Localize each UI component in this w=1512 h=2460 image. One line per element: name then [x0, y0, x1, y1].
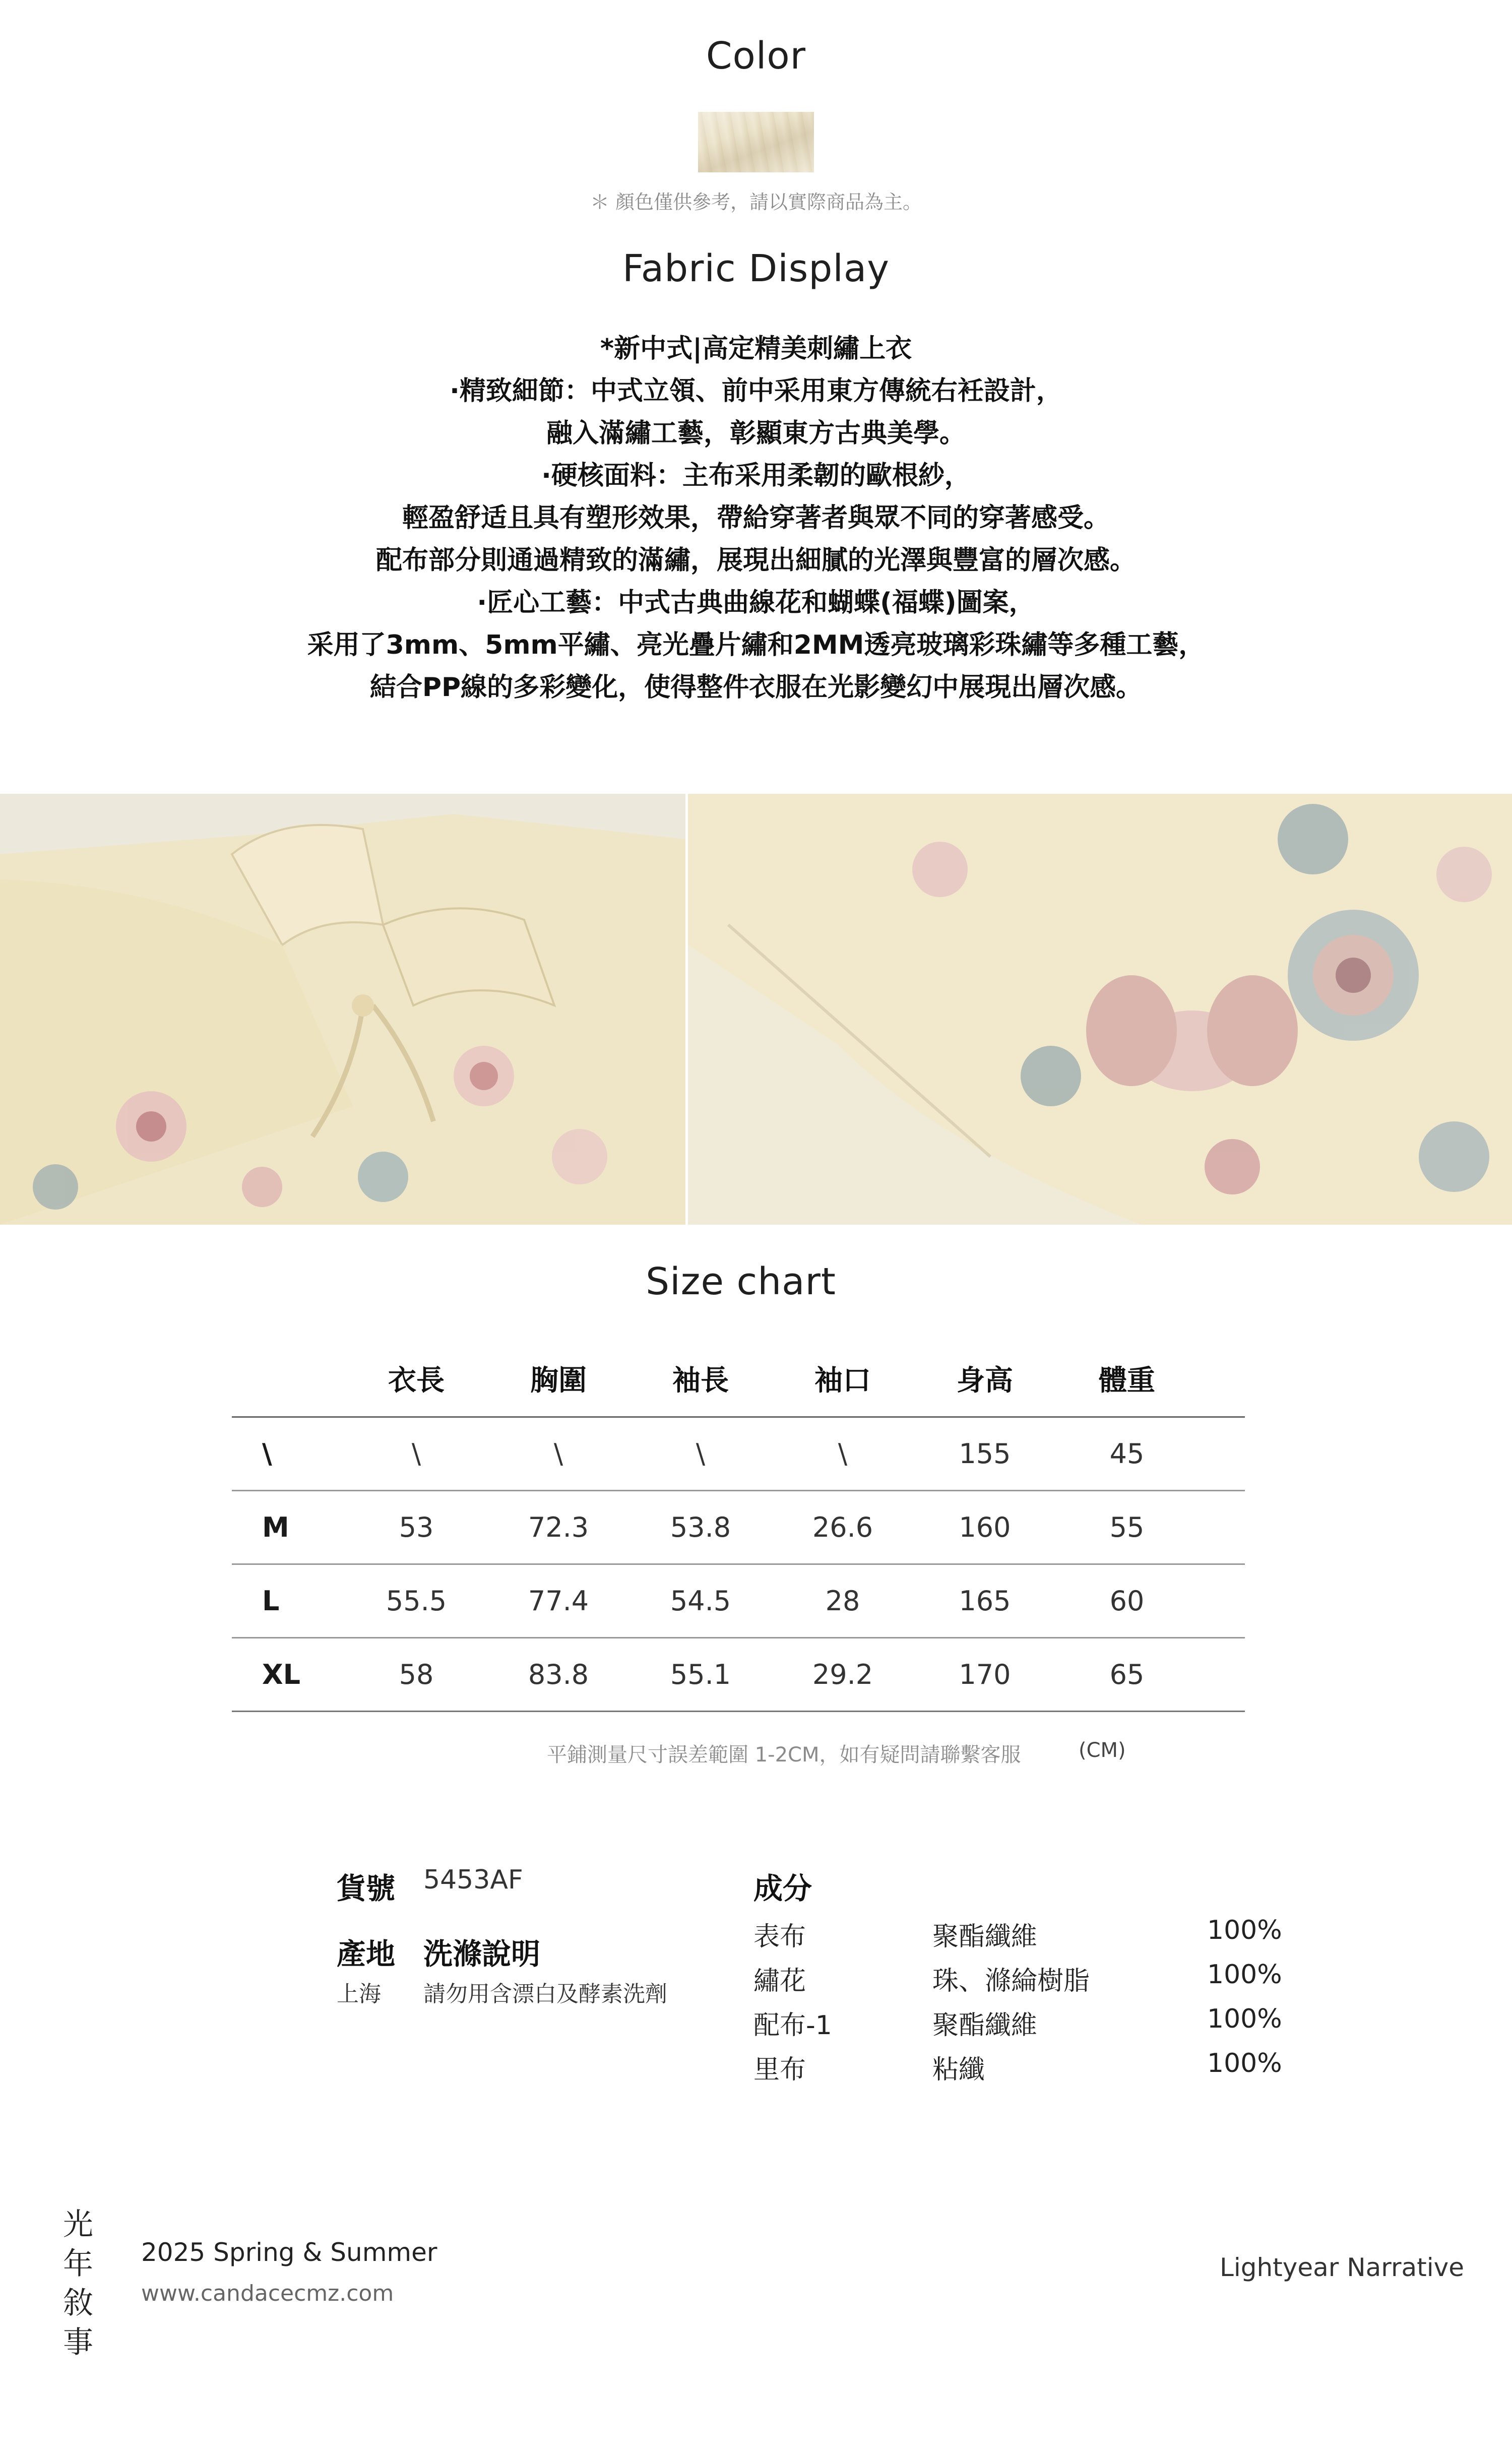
table-cell: \ — [411, 1438, 421, 1470]
color-swatch[interactable] — [698, 112, 814, 172]
table-cell: 83.8 — [528, 1659, 589, 1690]
composition-part: 里布 — [753, 2055, 806, 2085]
size-label: M — [262, 1511, 289, 1543]
care-label: 洗滌說明 — [423, 1937, 541, 1971]
list-item — [753, 2004, 1308, 2048]
table-cell: 165 — [959, 1585, 1011, 1617]
description-line: ·硬核面料：主布采用柔韌的歐根紗， — [541, 461, 971, 491]
header-cell: 體重 — [1099, 1364, 1155, 1397]
header-cell: 袖長 — [672, 1364, 729, 1397]
website-link[interactable]: www.candacecmz.com — [141, 2281, 394, 2306]
brand-char: 年 — [63, 2246, 93, 2282]
sku-label: 貨號 — [337, 1871, 396, 1906]
list-item — [753, 2048, 1308, 2093]
header-cell: 袖口 — [814, 1364, 871, 1397]
table-cell: \ — [838, 1438, 848, 1470]
table-cell: \ — [696, 1438, 706, 1470]
table-cell: 160 — [959, 1511, 1011, 1543]
list-item — [753, 1960, 1308, 2004]
fabric-photo-collar — [0, 794, 685, 1225]
table-cell: 45 — [1109, 1438, 1145, 1470]
description-line: 融入滿繡工藝，彰顯東方古典美學。 — [546, 418, 966, 449]
brand-name-en: Lightyear Narrative — [1220, 2253, 1464, 2282]
table-cell: 26.6 — [812, 1511, 873, 1543]
composition-material: 珠、滌綸樹脂 — [932, 1966, 1090, 1996]
table-cell: 54.5 — [670, 1585, 731, 1617]
composition-label: 成分 — [753, 1871, 812, 1906]
table-cell: 72.3 — [528, 1511, 589, 1543]
description-line: 采用了3mm、5mm平繡、亮光疊片繡和2MM透亮玻璃彩珠繡等多種工藝， — [307, 630, 1205, 660]
composition-list — [753, 1915, 1308, 2093]
origin-label: 產地 — [337, 1937, 396, 1971]
size-label: XL — [262, 1659, 301, 1690]
size-chart-heading: Size chart — [646, 1260, 836, 1303]
brand-char: 光 — [63, 2207, 93, 2242]
care-value: 請勿用含漂白及酵素洗劑 — [423, 1981, 667, 2007]
table-cell: 55.5 — [386, 1585, 447, 1617]
table-cell: 55.1 — [670, 1659, 731, 1690]
description-line: *新中式|高定精美刺繡上衣 — [600, 334, 912, 364]
description-line: 結合PP線的多彩變化，使得整件衣服在光影變幻中展現出層次感。 — [369, 672, 1143, 703]
composition-pct: 100% — [1207, 1915, 1282, 1945]
composition-part: 配布-1 — [753, 2010, 832, 2041]
table-cell: 155 — [959, 1438, 1011, 1470]
description-line: 配布部分則通過精致的滿繡，展現出細膩的光澤與豐富的層次感。 — [375, 545, 1136, 576]
size-table — [232, 1341, 1245, 1712]
brand-char: 事 — [63, 2325, 93, 2360]
fabric-heading: Fabric Display — [622, 247, 890, 290]
composition-material: 聚酯纖維 — [932, 2010, 1038, 2041]
composition-material: 粘纖 — [932, 2055, 985, 2085]
table-cell: 29.2 — [812, 1659, 873, 1690]
composition-part: 表布 — [753, 1922, 806, 1952]
brand-char: 敘 — [63, 2286, 93, 2321]
sku-value: 5453AF — [423, 1865, 523, 1895]
table-cell: 58 — [399, 1659, 434, 1690]
table-cell: 170 — [959, 1659, 1011, 1690]
description-line: ·匠心工藝：中式古典曲線花和蝴蝶(福蝶)圖案， — [477, 588, 1035, 618]
fabric-photo-embroidery — [688, 794, 1512, 1225]
header-cell: 衣長 — [388, 1364, 445, 1397]
size-note: 平鋪測量尺寸誤差範圍 1-2CM，如有疑問請聯繫客服 — [547, 1743, 1021, 1767]
table-cell: 60 — [1109, 1585, 1145, 1617]
table-cell: 77.4 — [528, 1585, 589, 1617]
description-line: 輕盈舒适且具有塑形效果，帶給穿著者與眾不同的穿著感受。 — [402, 503, 1110, 533]
size-unit: (CM) — [1079, 1739, 1126, 1762]
brand-logo-vertical — [60, 2205, 96, 2362]
composition-pct: 100% — [1207, 2004, 1282, 2034]
composition-material: 聚酯纖維 — [932, 1922, 1038, 1952]
table-cell: 53 — [399, 1511, 434, 1543]
fabric-description — [0, 328, 1512, 709]
table-cell: 55 — [1109, 1511, 1145, 1543]
composition-pct: 100% — [1207, 2048, 1282, 2078]
table-cell: 28 — [825, 1585, 860, 1617]
season-label: 2025 Spring & Summer — [141, 2238, 437, 2267]
table-cell: 65 — [1109, 1659, 1145, 1690]
size-label: L — [262, 1585, 280, 1617]
table-row — [232, 1418, 1245, 1491]
table-cell: 53.8 — [670, 1511, 731, 1543]
size-table-header — [232, 1341, 1245, 1418]
origin-value: 上海 — [337, 1981, 381, 2007]
table-row — [232, 1565, 1245, 1638]
composition-pct: 100% — [1207, 1960, 1282, 1990]
header-cell: 身高 — [957, 1364, 1013, 1397]
table-cell: \ — [553, 1438, 563, 1470]
color-heading: Color — [706, 34, 806, 78]
header-cell: 胸圍 — [530, 1364, 587, 1397]
composition-part: 繡花 — [753, 1966, 806, 1996]
list-item — [753, 1915, 1308, 1960]
table-row — [232, 1638, 1245, 1712]
size-label: \ — [262, 1438, 272, 1470]
color-note: ＊ 顏色僅供參考，請以實際商品為主。 — [590, 191, 922, 213]
description-line: ·精致細節：中式立領、前中采用東方傳統右衽設計， — [450, 376, 1062, 406]
table-row — [232, 1491, 1245, 1565]
